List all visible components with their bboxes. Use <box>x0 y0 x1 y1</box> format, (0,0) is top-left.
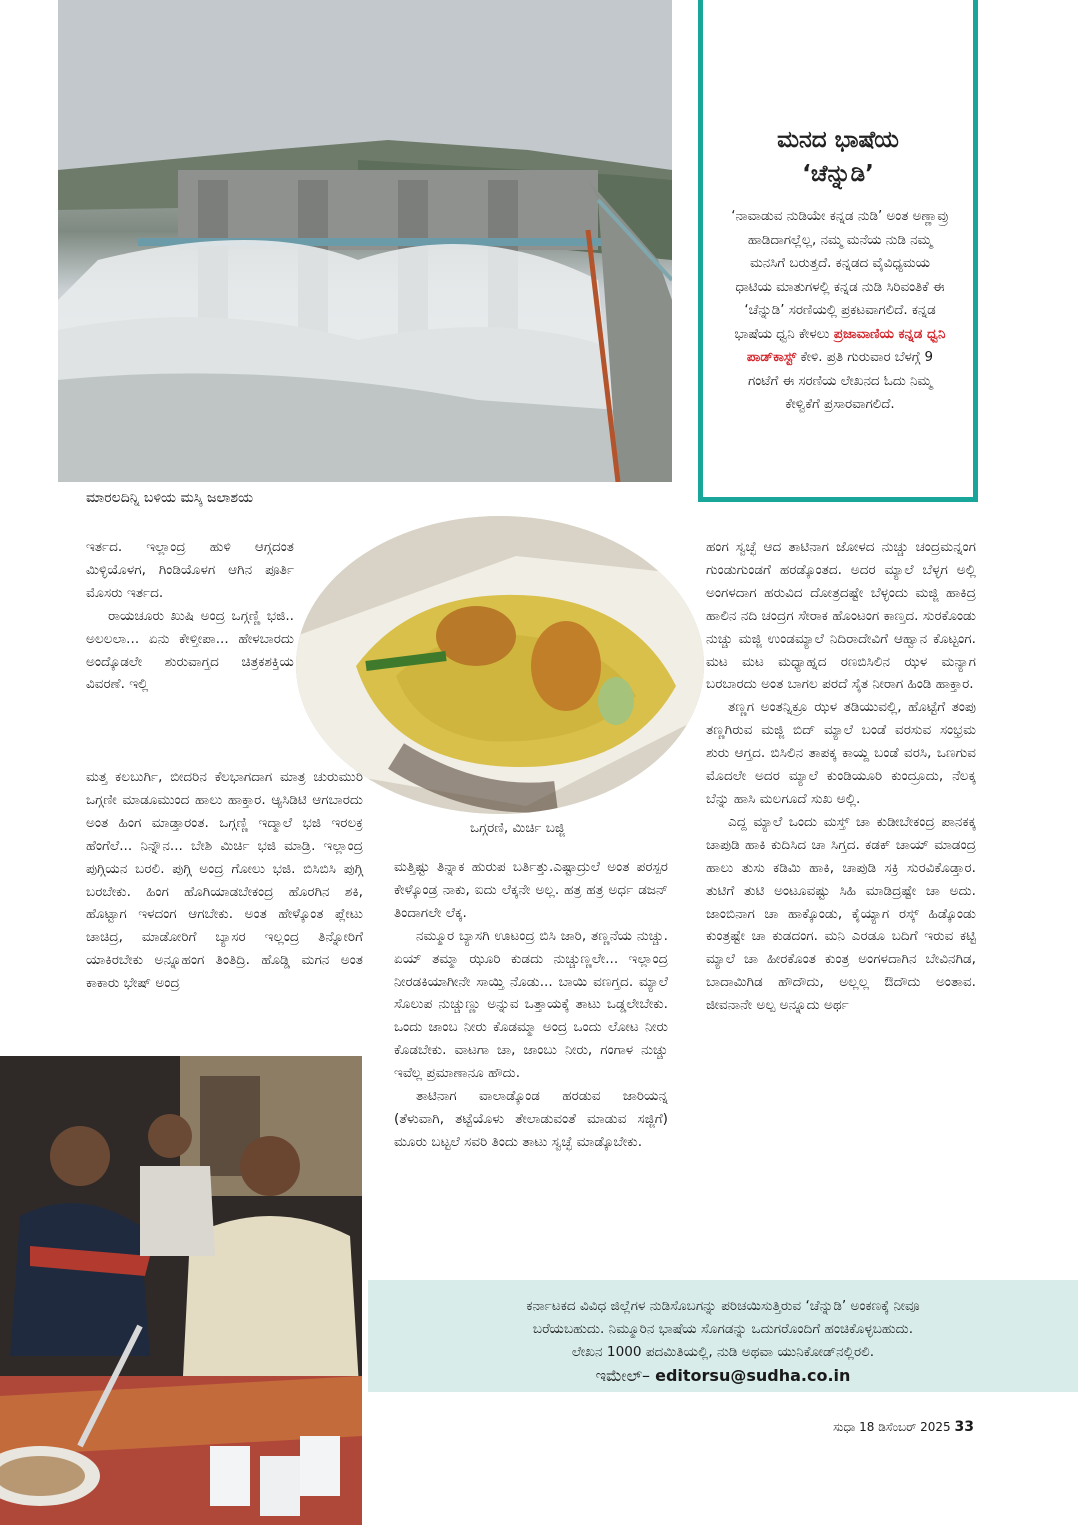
series-title-line2: ‘ಚೆನ್ನುಡಿ’ <box>802 161 874 187</box>
dam-photo <box>58 0 672 482</box>
article-column-left-top <box>86 536 294 696</box>
submission-line: ಕರ್ನಾಟಕದ ವಿವಿಧ ಜಿಲ್ಲೆಗಳ ನುಡಿಸೊಬಗನ್ನು ಪರಿಚಯಿಸುತ್ತಿರುವ ‘ಚೆನ್ನುಡಿ’ ಅಂಕಣಕ್ಕೆ ನೀವೂ <box>526 1298 920 1314</box>
paragraph: ಇರ್ತದ. ಇಲ್ಲಾಂದ್ರ ಹುಳಿ ಆಗ್ಗದಂತ ಮಿಳ್ಳಿಯೊಳಗ, ಗಿಂಡಿಯೊಳಗ ಆಗಿನ ಪೂರ್ತಿ ಮೊಸರು ಇರ್ತದ. <box>86 539 294 601</box>
series-description <box>731 205 949 417</box>
series-description-part1: ‘ನಾವಾಡುವ ನುಡಿಯೇ ಕನ್ನಡ ನುಡಿ’ ಅಂತ ಅಣ್ಣಾವ್ರು ಹಾಡಿದಾಗಲ್ಲೆಲ್ಲ, ನಮ್ಮ ಮನೆಯ ನುಡಿ ನಮ್ಮ ಮನಸಿಗೆ ಬರುತ್ತದೆ. ಕನ್ನಡದ ವೈವಿಧ್ಯಮಯ ಧಾಟಿಯ ಮಾತುಗಳಲ್ಲಿ ಕನ್ನಡ ನುಡಿ ಸಿರಿವಂತಿಕೆ ಈ ‘ಚೆನ್ನುಡಿ’ ಸರಣಿಯಲ್ಲಿ ಪ್ರಕಟವಾಗಲಿದೆ. ಕನ್ನಡ ಭಾಷೆಯ ಧ್ವನಿ ಕೇಳಲು <box>731 209 949 342</box>
series-title-line1: ಮನದ ಭಾಷೆಯ <box>777 127 899 153</box>
paragraph: ತಾಟಿನಾಗ ವಾಲಾಡ್ಕೊಂಡ ಹರಡುವ ಜಾರಿಯನ್ನ (ತೆಳುವಾಗಿ, ತಟ್ಟೆಯೊಳು ತೇಲಾಡುವಂತೆ ಮಾಡುವ ಸಜ್ಜಿಗೆ) ಮೂರು ಬಟ್ಟಲೆ ಸವರಿ ತಿಂದು ತಾಟು ಸ್ವಚ್ಛೆ ಮಾಡ್ಕೊಬೇಕು. <box>394 1088 668 1150</box>
article-column-middle <box>394 856 668 1154</box>
page-footer <box>833 1419 974 1435</box>
paragraph: ನಮ್ಮೂರ ಬ್ಯಾಸಗಿ ಊಟಂದ್ರ ಬಿಸಿ ಜಾರಿ, ತಣ್ಣನೆಯ ನುಚ್ಚು. ಏಯ್ ತಮ್ಮಾ ಝೂರಿ ಕುಡದು ನುಚ್ಚುಣ್ಣಲೇ... ಇಲ್ಲಾಂದ್ರ ನೀರಡಕಿಯಾಗೀನೇ ಸಾಯ್ತಿ ನೊಡು... ಬಾಯಿ ವಣಗ್ತದ. ಮ್ಯಾಲೆ ಸೊಲುಪ ನುಚ್ಚುಣ್ಣು ಅನ್ನುವ ಒತ್ತಾಯಕ್ಕೆ ತಾಟು ಒಡ್ಡಲೇಬೇಕು. ಒಂದು ಜಾಂಬ ನೀರು ಕೊಡಮ್ಮಾ ಅಂದ್ರ ಒಂದು ಲೋಟ ನೀರು ಕೊಡಬೇಕು. ವಾಟಗಾ ಚಾ, ಜಾಂಬು ನೀರು, ಗಂಗಾಳ ನುಚ್ಚು ಇವೆಲ್ಲ ಪ್ರಮಾಣಾನೂ ಹೌದು. <box>394 927 668 1082</box>
article-column-right <box>706 536 976 1017</box>
article-column-left <box>86 766 363 995</box>
series-description-part2: ಕೇಳಿ. ಪ್ರತಿ ಗುರುವಾರ ಬೆಳಗ್ಗೆ 9 ಗಂಟೆಗೆ ಈ ಸರಣಿಯ ಲೇಖನದ ಓದು ನಿಮ್ಮ ಕೇಳ್ವಿಕೆಗೆ ಪ್ರಸಾರವಾಗಲಿದೆ. <box>747 350 934 412</box>
submission-line: ಬರೆಯಬಹುದು. ನಿಮ್ಮೂರಿನ ಭಾಷೆಯ ಸೊಗಡನ್ನು ಒದುಗರೊಂದಿಗೆ ಹಂಚಿಕೊಳ್ಳಬಹುದು. <box>532 1321 914 1337</box>
dam-caption: ಮಾರಲದಿನ್ನಿ ಬಳಿಯ ಮಸ್ಕಿ ಜಲಾಶಯ <box>86 490 254 506</box>
series-info-box <box>698 0 978 502</box>
paragraph: ಎದ್ದ ಮ್ಯಾಲೆ ಒಂದು ಮಸ್ತ್ ಚಾ ಕುಡೀಬೇಕಂದ್ರ ಪಾನಕಕ್ಕ ಚಾಪುಡಿ ಹಾಕಿ ಕುದಿಸಿದ ಚಾ ಸಿಗ್ತದ. ಕಡಕ್ ಚಾಯ್ ಮಾಡಂದ್ರ ಹಾಲು ತುಸು ಕಡಿಮಿ ಹಾಕಿ, ಚಾಪುಡಿ ಸಕ್ರಿ ಸುರವಿಕೊಡ್ತಾರ. ತುಟಿಗೆ ತುಟಿ ಅಂಟೂವಷ್ಟು ಸಿಹಿ ಮಾಡಿದ್ರಷ್ಟೇ ಚಾ ಅದು. ಜಾಂಬಿನಾಗ ಚಾ ಹಾಕ್ಕೊಂಡು, ಕೈಯ್ಯಾಗ ರಸ್ಕ್ ಹಿಡ್ಕೊಂಡು ಕುಂತ್ರಷ್ಟೇ ಚಾ ಕುಡದಂಗ. ಮನಿ ಎರಡೂ ಬದಿಗೆ ಇರುವ ಕಟ್ಟಿ ಮ್ಯಾಲೆ ಚಾ ಹೀರಕೊಂತ ಕುಂತ್ರ ಅಂಗಳದಾಗಿನ ಬೇವಿನಗಿಡ, ಬಾದಾಮಿಗಿಡ ಹೌದೌದು, ಅಲ್ಲಲ್ಲ ಔದೌದು ಅಂತಾವ. ಜೀವನಾನೇ ಅಲ್ಪ ಅನ್ನೂದು ಅರ್ಥ <box>706 813 976 1014</box>
email-line <box>380 1364 1066 1387</box>
paragraph: ರಾಯಚೂರು ಖುಷಿ ಅಂದ್ರ ಒಗ್ಗಣ್ಣಿ ಭಜಿ.. ಅಲಲಲಾ... ಏನು ಕೇಳ್ತೀಪಾ... ಹೇಳಬಾರದು ಅಂದ್ಕೊಡಲೇ ಶುರುವಾಗ್ತದ ಚಿತ್ರಕಶಕ್ತಿಯ ವಿವರಣೆ. ಇಲ್ಲಿ <box>86 607 294 693</box>
page-number: 33 <box>954 1419 974 1435</box>
email-label: ಇಮೇಲ್– <box>595 1366 651 1385</box>
email-address[interactable]: editorsu@sudha.co.in <box>655 1366 851 1385</box>
submission-line: ಲೇಖನ 1000 ಪದಮಿತಿಯಲ್ಲಿ, ನುಡಿ ಅಥವಾ ಯುನಿಕೋಡ್‌ನಲ್ಲಿರಲಿ. <box>571 1344 875 1360</box>
submission-call-box <box>368 1280 1078 1392</box>
paragraph: ಹಂಗ ಸ್ವಚ್ಛೆ ಆದ ತಾಟಿನಾಗ ಜೋಳದ ನುಚ್ಚು ಚಂದ್ರಮನ್ನಂಗ ಗುಂಡುಗುಂಡಗೆ ಹರಡ್ಕೊಂತದ. ಅದರ ಮ್ಯಾಲೆ ಬೆಳ್ಳಗ ಅಲ್ಲಿ ಅಂಗಳದಾಗ ಹರುವಿದ ದೋತ್ರದಷ್ಟೇ ಬೆಳ್ಳಂದು ಮಜ್ಜಿ ಹಾಕಿದ್ರ ಹಾಲಿನ ನದಿ ಚಂದ್ರಗ ಸೇರಾಕ ಹೊಂಟಂಗ ಕಾಣ್ತದ. ಸುರಕೊಂಡು ನುಚ್ಚು ಮಜ್ಜಿ ಉಂಡಮ್ಯಾಲೆ ನಿದಿರಾದೇವಿಗೆ ಆಹ್ವಾನ ಕೊಟ್ಟಂಗ. ಮಟ ಮಟ ಮಧ್ಯಾಹ್ನದ ರಣಬಿಸಿಲಿನ ಝಳ ಮನ್ಯಾಗ ಬರಬಾರದು ಅಂತ ಬಾಗಲ ಪರದೆ ಸೈತ ನೀರಾಗ ಹಿಂಡಿ ಹಾಕ್ತಾರ. <box>706 539 976 693</box>
paragraph: ಮತ್ತಿಷ್ಟು ತಿನ್ನಾಕ ಹುರುಪ ಬರ್ತಿತ್ತು.ಎಷ್ಟಾದ್ರುಲೆ ಅಂತ ಪರಸ್ಪರ ಕೇಳ್ಕೊಂಡ್ರ ನಾಕು, ಐದು ಲೆಕ್ಕನೇ ಅಲ್ಲ. ಹತ್ರ ಹತ್ರ ಅರ್ಧ ಡಜನ್ ತಿಂದಾಗಲೇ ಲೆಕ್ಕ. <box>394 859 668 921</box>
submission-call-text <box>380 1295 1066 1387</box>
paragraph: ಮತ್ತ ಕಲಬುರ್ಗಿ, ಬೀದರಿನ ಕೆಲಭಾಗದಾಗ ಮಾತ್ರ ಚುರುಮುರಿ ಒಗ್ಗಣೀ ಮಾಡೂಮುಂದ ಹಾಲು ಹಾಕ್ತಾರ. ಆ್ಯಸಿಡಿಟಿ ಆಗಬಾರದು ಅಂತ ಹಿಂಗ ಮಾಡ್ತಾರಂತ. ಒಗ್ಗಣ್ಣಿ ಇದ್ಮಾಲೆ ಭಜಿ ಇರಲಕ್ರ ಹೆಂಗೆಲೆ... ನಿನ್ನೌನ... ಬೇಶಿ ಮಿರ್ಚಿ ಭಜಿ ಮಾಡ್ರಿ. ಇಲ್ಲಾಂದ್ರ ಪುಗ್ಗಿಯನ ಬರಲಿ. ಪುಗ್ಗಿ ಅಂದ್ರ ಗೋಲು ಭಜಿ. ಬಿಸಿಬಿಸಿ ಪುಗ್ಗಿ ಬರಬೇಕು. ಹಿಂಗ ಹೊಗಿಯಾಡಬೇಕಂದ್ರ ಹೊರಗಿನ ಶಕಿ, ಹೊಟ್ಟಾಗ ಇಳದಂಗ ಆಗಬೇಕು. ಅಂತ ಹೇಳ್ಕೊಂತ ಪ್ಲೇಟು ಚಾಚಿದ್ರ, ಮಾಡೋರಿಗೆ ಬ್ಯಾಸರ ಇಲ್ಲಂದ್ರ ತಿನ್ನೋರಿಗೆ ಯಾಕಿರಬೇಕು ಅನ್ನೂಹಂಗ ತಿಂತಿದ್ರಿ. ಹೊಡ್ಡಿ ಮಗನ ಅಂತ ಕಾಕಾರು ಭೇಷ್ ಅಂದ್ರ <box>86 769 363 992</box>
publication-date: ಸುಧಾ 18 ಡಿಸೆಂಬರ್ 2025 <box>833 1420 951 1434</box>
paragraph: ತಣ್ಣಗ ಅಂತನ್ನಿಕ್ರೂ ಝಳ ತಡಿಯುವಲ್ಲಿ, ಹೊಟ್ಟೆಗೆ ತಂಪು ತಣ್ಣಗಿರುವ ಮಜ್ಜಿ ಬಿದ್ ಮ್ಯಾಲೆ ಬಂಡೆ ವರಸುವ ಸಂಭ್ರಮ ಶುರು ಆಗ್ತದ. ಬಿಸಿಲಿನ ತಾಪಕ್ಕ ಕಾಯ್ದ ಬಂಡೆ ವರಸಿ, ಒಣಗುವ ಮೊದಲೇ ಅದರ ಮ್ಯಾಲೆ ಕುಂಡಿಯೂರಿ ಕುಂದ್ರೂದು, ನೆಲಕ್ಕ ಬೆನ್ನು ಹಾಸಿ ಮಲಗೂದೆ ಸುಖ ಅಲ್ಲಿ. <box>706 699 976 807</box>
people-eating-photo <box>0 1056 362 1525</box>
podcast-highlight: ಪ್ರಜಾವಾಣಿಯ ಕನ್ನಡ ಧ್ವನಿ ಪಾಡ್‌ಕಾಸ್ಟ್ <box>746 326 946 365</box>
series-title <box>703 123 973 191</box>
food-caption: ಒಗ್ಗರಣಿ, ಮಿರ್ಚಿ ಬಜ್ಜಿ <box>470 820 565 836</box>
